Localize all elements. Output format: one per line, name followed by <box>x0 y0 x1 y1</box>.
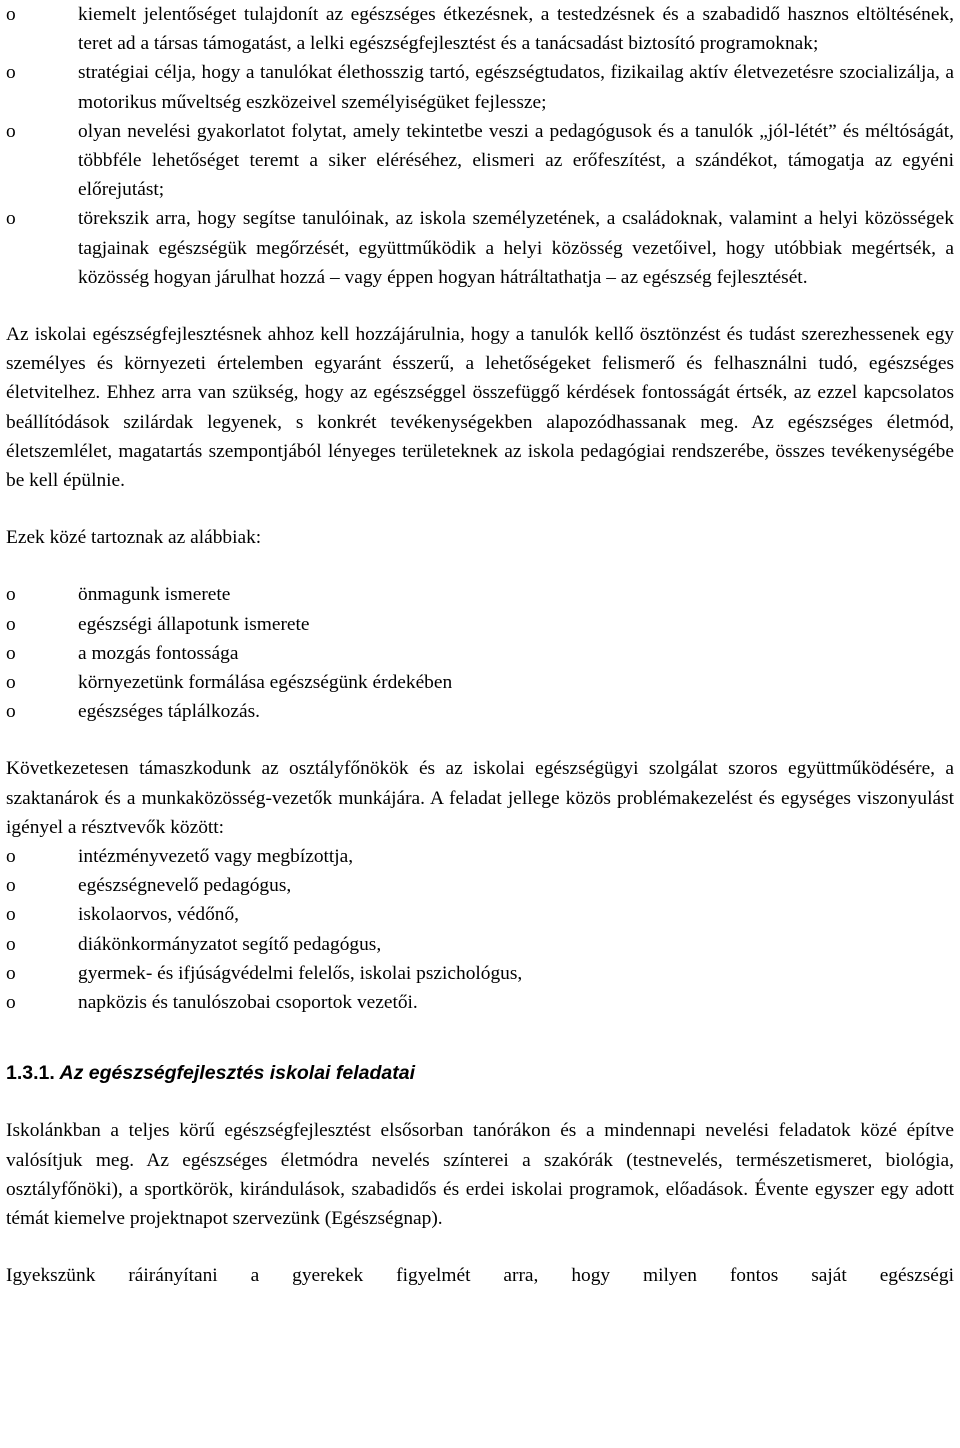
bullet-marker: o <box>6 4 16 25</box>
top-bullet-list <box>6 0 954 292</box>
list-item: o kiemelt jelentőséget tulajdonít az egészséges étkezésnek, a testedzésnek és a szabadidő hasznos eltöltésének, teret ad a társas támogatást, a lelki egészségfejlesztést és a tanácsadást biztosító programoknak; <box>6 0 954 58</box>
paragraph-health-promotion: Az iskolai egészségfejlesztésnek ahhoz kell hozzájárulnia, hogy a tanulók kellő ösztönzést és tudást szerezhessenek egy személyes és környezeti értelemben egyaránt ésszerű, a lehetőségeket felismerő és felhasználni tudó, egészséges életvitelhez. Ehhez arra van szükség, hogy az egészséggel összefüggő kérdések fontosságát értsék, az ezzel kapcsolatos beállítódások szilárdak legyenek, s konkrét tevékenységekben alapozódhassanak meg. Az egészséges életmód, életszemlélet, magatartás szempontjából lényeges területeknek az iskola pedagógiai rendszerébe, összes tevékenységébe be kell épülnie. <box>6 324 954 492</box>
list-item: o önmagunk ismerete <box>6 580 954 609</box>
paragraph-attention: Igyekszünk ráirányítani a gyerekek figyelmét arra, hogy milyen fontos saját egészségi <box>6 1265 954 1287</box>
bullet-marker: o <box>6 962 16 984</box>
list-item: o diákönkormányzatot segítő pedagógus, <box>6 930 954 959</box>
list-item: o gyermek- és ifjúságvédelmi felelős, iskolai pszichológus, <box>6 959 954 988</box>
section-title: Az egészségfejlesztés iskolai feladatai <box>59 1062 415 1085</box>
list-item: o intézményvezető vagy megbízottja, <box>6 842 954 871</box>
bullet-marker: o <box>6 904 16 926</box>
bullet-marker: o <box>6 846 16 868</box>
section-number: 1.3.1. <box>6 1062 55 1085</box>
bullet-marker: o <box>6 208 16 230</box>
bullet-marker: o <box>6 642 16 664</box>
bullet-marker: o <box>6 120 16 142</box>
bullet-marker: o <box>6 672 16 694</box>
list-item: o környezetünk formálása egészségünk érdekében <box>6 668 954 697</box>
bullet-marker: o <box>6 875 16 897</box>
list-item: o egészséges táplálkozás. <box>6 697 954 726</box>
section-heading <box>6 1059 954 1088</box>
bullet-marker: o <box>6 62 16 84</box>
list-item: o törekszik arra, hogy segítse tanulóinak, az iskola személyzetének, a családoknak, valamint a helyi közösségek tagjainak egészségük megőrzését, együttműködik a helyi közösség vezetőivel, hogy utóbbiak megértsék, a közösség hogyan járulhat hozzá – vagy éppen hogyan hátráltathatja – az egészség fejlesztését. <box>6 204 954 292</box>
document-page <box>6 0 954 1290</box>
participants-bullet-list <box>6 842 954 1017</box>
list-item: o egészségi állapotunk ismerete <box>6 610 954 639</box>
bullet-marker: o <box>6 584 16 606</box>
areas-bullet-list <box>6 580 954 726</box>
list-item: o napközis és tanulószobai csoportok vezetői. <box>6 988 954 1017</box>
list-item: o egészségnevelő pedagógus, <box>6 871 954 900</box>
bullet-marker: o <box>6 701 16 723</box>
bullet-marker: o <box>6 992 16 1014</box>
bullet-marker: o <box>6 613 16 635</box>
list-item: o olyan nevelési gyakorlatot folytat, amely tekintetbe veszi a pedagógusok és a tanulók „jól-létét” és méltóságát, többféle lehetőséget teremt a siker eléréséhez, elismeri az erőfeszítést, a szándékot, támogatja az egyéni előrejutást; <box>6 117 954 205</box>
list-item: o a mozgás fontossága <box>6 639 954 668</box>
bullet-marker: o <box>6 933 16 955</box>
list-item: o iskolaorvos, védőnő, <box>6 900 954 929</box>
paragraph-areas-intro: Ezek közé tartoznak az alábbiak: <box>6 527 262 549</box>
paragraph-cooperation: Következetesen támaszkodunk az osztályfőnökök és az iskolai egészségügyi szolgálat szoros együttműködésére, a szaktanárok és a munkaközösség-vezetők munkájára. A feladat jellege közös problémakezelést és egységes viszonyulást igényel a résztvevők között: <box>6 758 954 838</box>
list-item: o stratégiai célja, hogy a tanulókat élethosszig tartó, egészségtudatos, fizikailag aktív életvezetésre szocializálja, a motorikus műveltség eszközeivel személyiségüket fejlessze; <box>6 58 954 116</box>
paragraph-school-tasks: Iskolánkban a teljes körű egészségfejlesztést elsősorban tanórákon és a mindennapi nevelési feladatok közé építve valósítjuk meg. Az egészséges életmódra nevelés színterei a szakórák (testnevelés, természetismeret, biológia, osztályfőnöki), a sportkörök, kirándulások, szabadidős és erdei iskolai programok, előadások. Évente egyszer egy adott témát kiemelve projektnapot szervezünk (Egészségnap). <box>6 1120 954 1229</box>
